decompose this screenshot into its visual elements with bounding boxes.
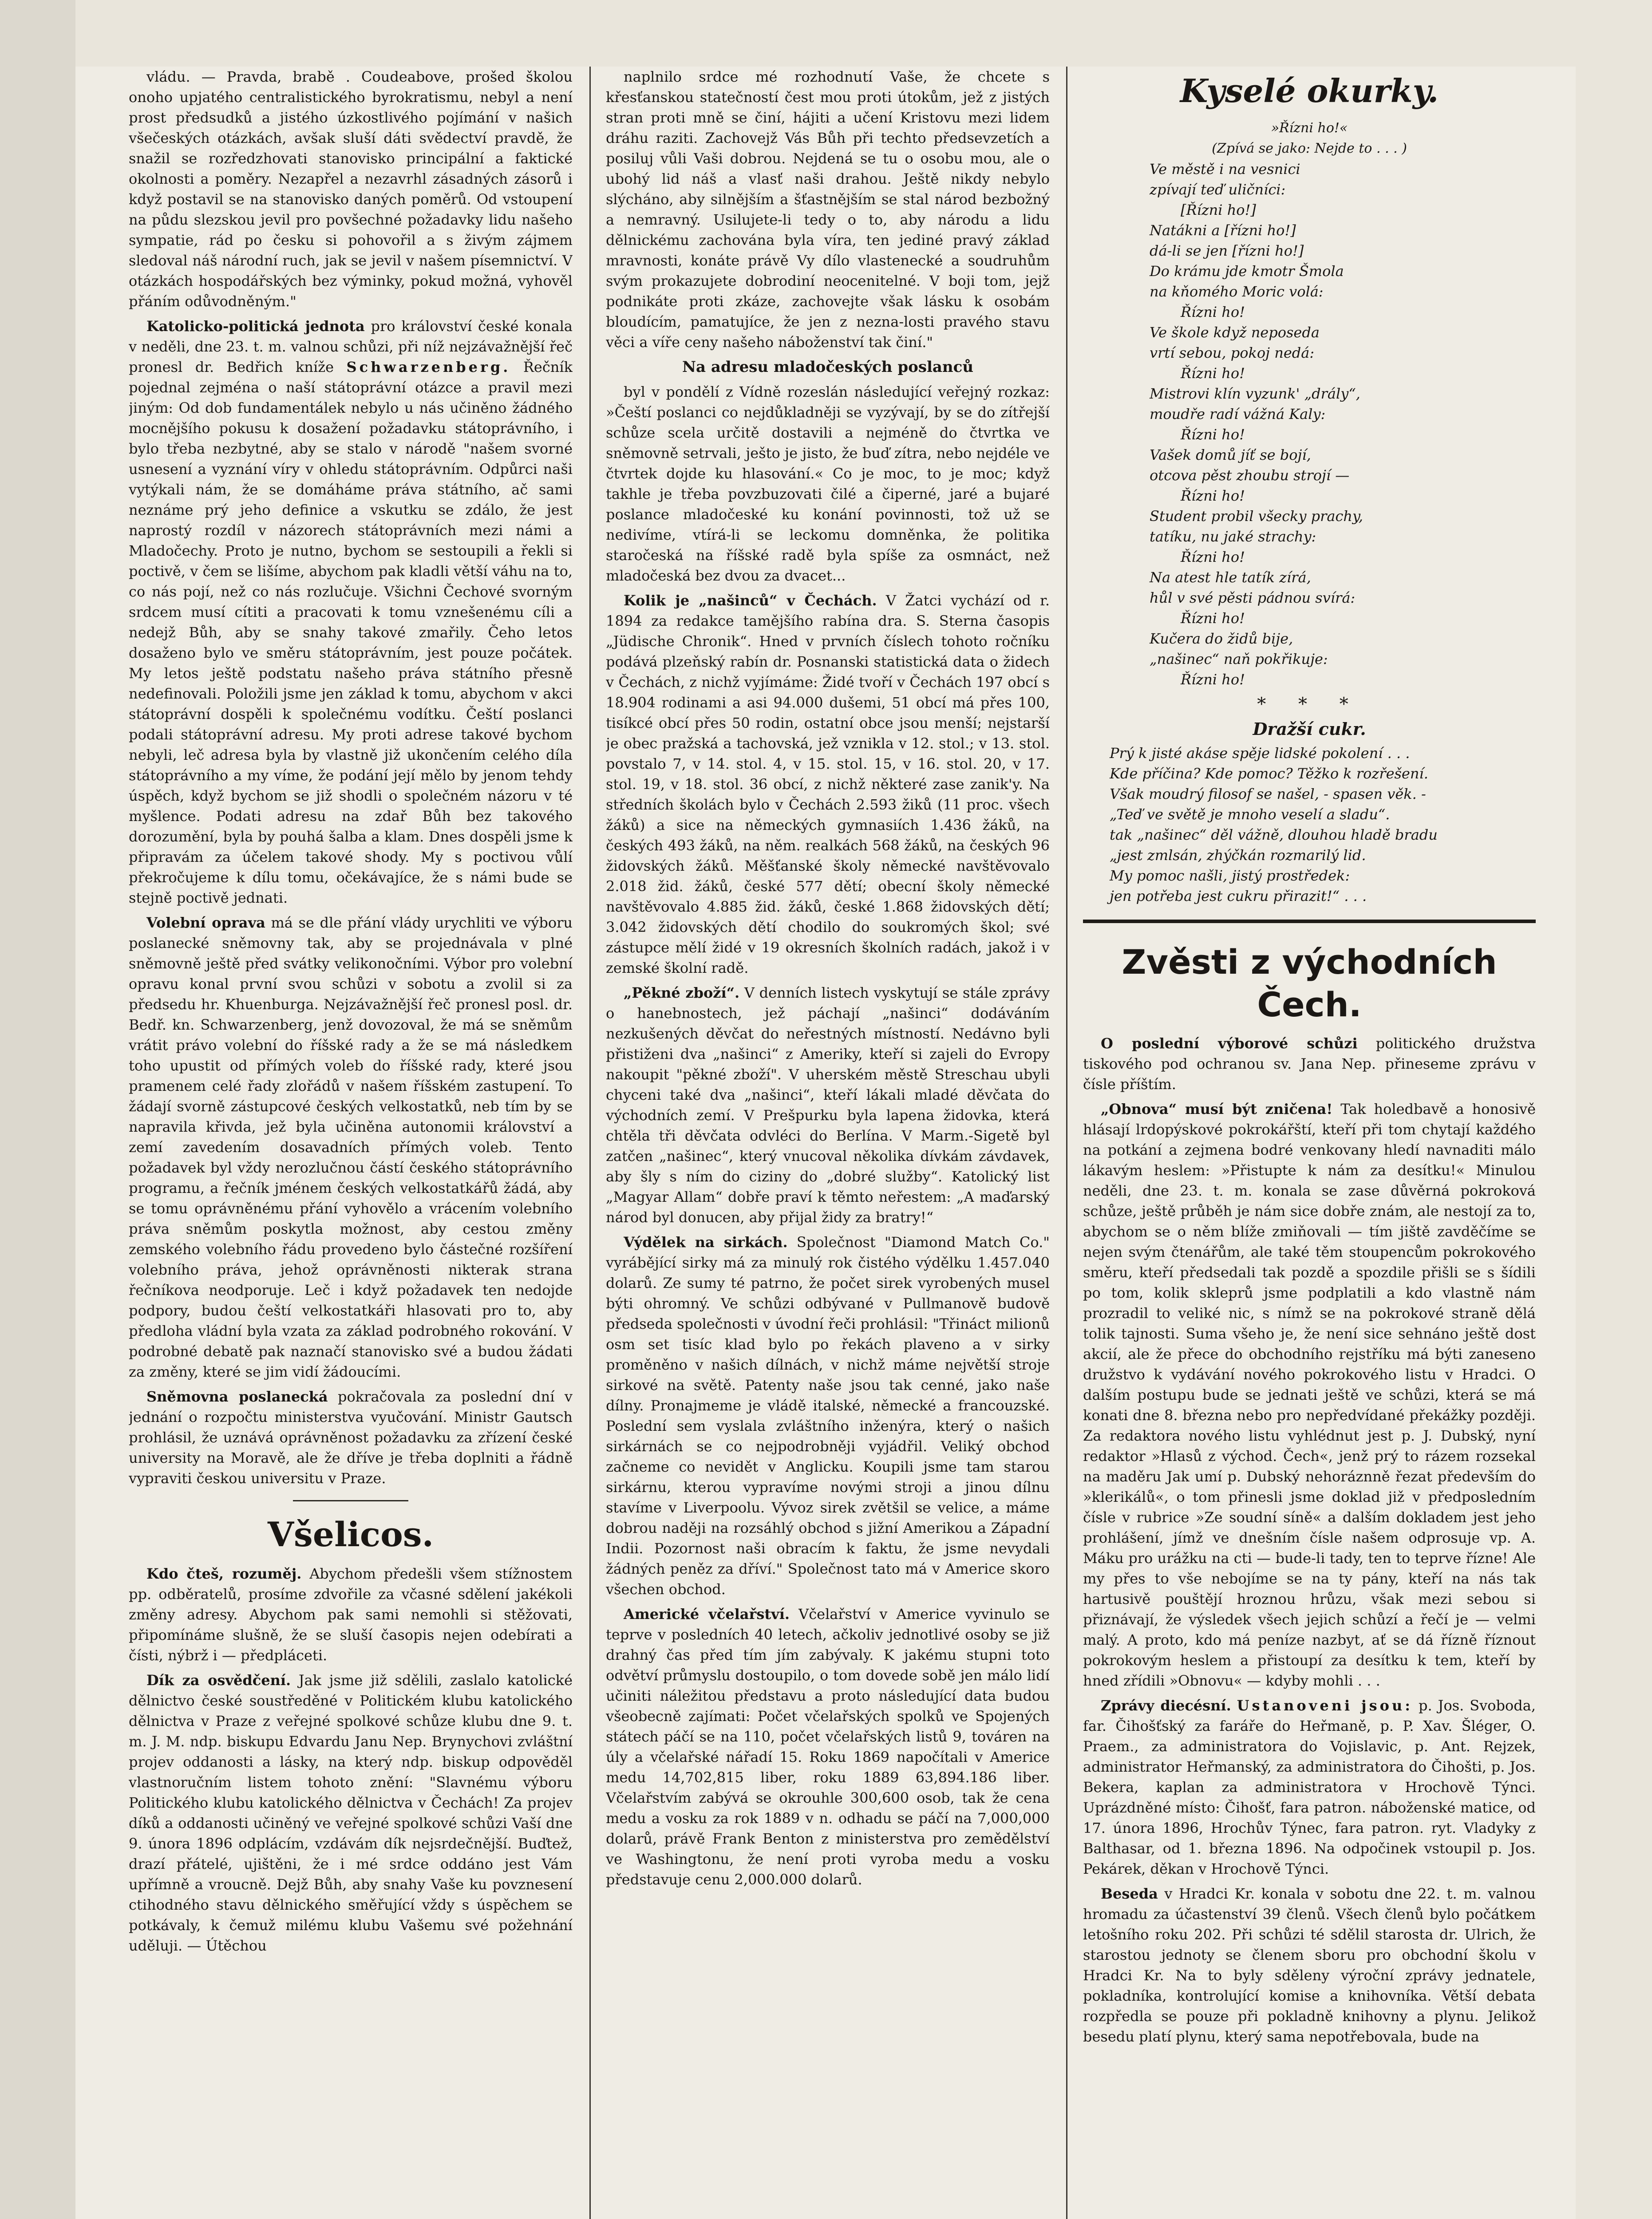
article-kolik-nasincu — [606, 590, 1050, 978]
poem-line: Natákni a [řízni ho!] — [1150, 222, 1296, 239]
column-middle — [606, 67, 1050, 2219]
article-zpravy-diecesni — [1083, 1695, 1536, 1879]
poem-line: zpívají teď uličníci: — [1150, 181, 1286, 198]
article-text: v Hradci Kr. konala v sobotu dne 22. t. m. valnou hromadu za účastenství 39 členů. Všech členů bylo počátkem letošního roku 202. Při schůzi té sdělil starosta dr. Ulrich, že starostou jednoty se členem sboru pro obchodní školu v Hradci Kr. Na to byly sděleny výroční zprávy jednatele, pokladníka, kontrolující komise a knihovníka. Větší debata rozpředla se pouze při pokladně knihovny a plynu. Jelikož besedu platí plynu, který sama nepotřebovala, bude na — [1083, 1885, 1536, 2045]
poem-drazsi-cukr — [1110, 743, 1536, 906]
poem-line: Ve městě i na vesnici — [1150, 161, 1300, 178]
article-lead: „Pěkné zboží“. — [624, 984, 740, 1001]
section-heading-vselicos: Všelicos. — [267, 1515, 434, 1554]
article-americke-vcelarstvi — [606, 1604, 1050, 1890]
article-pekne-zbozi — [606, 983, 1050, 1228]
poem-line: otcova pěst zhoubu strojí — — [1150, 467, 1350, 484]
article-vyborova-schuze — [1083, 1033, 1536, 1094]
poem-line: Mistrovi klín vyzunk' „drály“, — [1150, 385, 1360, 402]
section-rule — [1083, 920, 1536, 923]
poem-line: „našinec“ naň pokřikuje: — [1150, 651, 1328, 667]
poem-line: tatíku, nu jaké strachy: — [1150, 528, 1316, 545]
article-lead: Kdo čteš, rozuměj. — [146, 1565, 302, 1582]
poem-line: »Řízni ho!« — [1271, 120, 1348, 136]
poem-line: Student probil všecky prachy, — [1150, 508, 1363, 525]
poem-line: Prý k jisté akáse spěje lidské pokolení . . . — [1110, 745, 1410, 762]
poem-rizni-ho — [1150, 118, 1536, 690]
article-text: pro království české konala v neděli, dne 23. t. m. valnou schůzi, při níž nejzávažnější řeč pronesl dr. Bedřich kníže — [129, 318, 573, 375]
poem-line: Kučera do židů bije, — [1150, 630, 1293, 647]
article-lead: Dík za osvědčení. — [146, 1672, 291, 1689]
poem-line: Však moudrý filosof se našel, - spasen věk. - — [1110, 786, 1426, 802]
article-lead: Katolicko-politická jednota — [146, 318, 365, 335]
poem-line: Řízni ho! — [1181, 304, 1245, 320]
poem-line: Řízni ho! — [1181, 487, 1245, 504]
article-text: politického družstva tiskového pod ochranou sv. Jana Nep. přineseme zprávu v čísle příštím. — [1083, 1035, 1536, 1093]
article-text: má se dle přání vlády urychliti ve výboru poslanecké sněmovny tak, aby se projednávala v plné sněmovně ještě před svátky velikonočními. Výbor pro volební opravu konal první svou schůzi v sobotu a zvolil si za předsedu hr. Khuenburga. Nejzávažnější řeč pronesl posl. dr. Bedř. kn. Schwarzenberg, jenž dovozoval, že má se sněmům vrátit právo volební do říšské rady a že se má následkem toho upustit od přímých voleb do říšské rady, které jsou pramenem celé řady zlořádů v našem říšském zastupení. To žádají svorně zástupcové českých velkostatků, neb tím by se napravila křivda, jež byla učiněna autonomii království a zemí zavedením dosavadních přímých voleb. Tento požadavek byl vždy nerozlučnou částí českého státoprávního programu, a řečník jménem českých velkostatkářů žádá, aby se tomu oprávněnému přání vyhovělo a vrácením volebního práva sněmům poskytla možnost, aby cestou změny zemského volebního řádu provedeno bylo částečné rozšíření volebního práva, jehož oprávněnosti nikterak strana řečníkova neodporuje. Leč i když požadavek ten nedojde podpory, budou čeští velkostatkáři hlasovati pro to, aby předloha vládní byla vzata za základ podrobného rokování. V podrobné debatě pak naznačí stanovisko své a budou žádati za změny, které se jim vidí žádoucími. — [129, 914, 573, 1380]
article-lead: O poslední výborové schůzi — [1101, 1035, 1358, 1052]
poem-line: vrtí sebou, pokoj nedá: — [1150, 344, 1315, 361]
article-lead: „Obnova“ musí být zničena! — [1101, 1101, 1333, 1117]
article-obnova — [1083, 1099, 1536, 1691]
article-subhead: Ustanoveni jsou: — [1237, 1697, 1413, 1714]
poem-line: [Řízni ho!] — [1181, 201, 1256, 218]
speaker-name: Schwarzenberg. — [346, 359, 511, 375]
poem-line: Na atest hle tatík zírá, — [1150, 569, 1311, 586]
poem-line: Vašek domů jíť se bojí, — [1150, 446, 1311, 463]
poem-line: na kňomého Moric volá: — [1150, 283, 1324, 300]
article-katolicko-politicka — [129, 316, 573, 908]
poem-line: Řízni ho! — [1181, 610, 1245, 627]
ornament-stars: * * * — [1257, 694, 1362, 715]
article-lead: Výdělek na sirkách. — [624, 1234, 788, 1251]
article-beseda — [1083, 1883, 1536, 2047]
poem-line: Do krámu jde kmotr Šmola — [1150, 263, 1344, 280]
poem-line: „Teď ve světě je mnoho veselí a sladu“. — [1110, 806, 1390, 823]
column-left — [129, 67, 573, 2219]
article-text: V Žatci vychází od r. 1894 za redakce tamějšího rabína dra. S. Sterna časopis „Jüdische Chronik“. Hned v prvních číslech tohoto ročníku podává plzeňský rabín dr. Posnanski statistická data o židech v Čechách, z nichž vyjímáme: Židé tvoří v Čechách 197 obcí s 18.904 rodinami a asi 94.000 dušemi, 51 obcí má přes 100, tisíkcé obcí přes 50 rodin, ostatní obce jsou menší; nejstarší je obec pražská a tachovská, jež vznikla v 12. stol.; v 13. stol. povstalo 7, v 14. stol. 4, v 15. stol. 15, v 16. stol. 20, v 17. stol. 19, v 18. stol. 36 obcí, z nichž některé zase zanik'y. Na středních školách bylo v Čechách 2.593 žiků (11 proc. všech žáků) a sice na německých gymnasiích 1.436 žáků, na českých 493 žáků, na něm. realkách 568 žáků, na českých 96 židovských žáků. Měšťanské školy německé navštěvovalo 2.018 žid. žáků, české 577 dětí; obecní školy německé navštěvovalo 4.885 žid. žáků, české 1.868 židovských dětí; 3.042 židovských dětí chodilo do soukromých škol; své zástupce mělí židé v 19 okresních školních radách, jakož i v zemské školní radě. — [606, 592, 1050, 976]
poem-line: Řízni ho! — [1181, 671, 1245, 688]
article-lead: Zprávy diecésní. — [1101, 1697, 1231, 1714]
poem-line: Řízni ho! — [1181, 365, 1245, 382]
article-text: Abychom předešli všem stížnostem pp. odběratelů, prosíme zdvořile za včasné sdělení jakékoli změny adresy. Abychom pak sami nemohli si stěžovati, připomínáme slušně, že se sluší časopis nejen odebírati a čísti, nýbrž i — předpláceti. — [129, 1565, 573, 1664]
column-rule-left — [589, 67, 591, 2219]
article-lead: Beseda — [1101, 1885, 1158, 1902]
article-text: p. Jos. Svoboda, far. Čihošťský za faráře do Heřmaně, p. P. Xav. Šléger, O. Praem., za administratora do Vojislavic, p. Ant. Rejzek, administrator Heřmanský, za administratora do Čihošti, p. Jos. Bekera, kaplan za administratora v Hrochově Týnci. Uprázdněné místo: Čihošť, fara patron. náboženské matice, od 17. února 1896, Hrochův Týnec, fara patron. ryt. Vladyky z Balthasar, od 1. března 1896. Na odpočinek vstoupil p. Jos. Pekárek, děkan v Hrochově Týnci. — [1083, 1697, 1536, 1877]
article-schwarzenberg-intro: vládu. — Pravda, brabě . Coudeabove, prošed školou onoho upjatého centralistického byrokratismu, nebyl a není prost předsudků a jistého úzkostlivého pojímání v našich všečeských otázkách, avšak sluší dáti svědectví pravdě, že snažil se rozředzhovati stanovisko principální a faktické okolnosti a poměry. Nezapřel a nezavrhl zásadných zásorů i když postavil se na stanovisko daných poměrů. Od vstoupení na půdu slezskou jevil pro povšechné požadavky lidu našeho sympatie, rád po česku si pohovořil a s živým zájmem sledoval náš národní ruch, jak se jevil v našem písemnictví. V otázkách hospodářských bez výminky, pokud možná, vyhověl přáním odůvodněným." — [129, 68, 573, 310]
article-lead: Kolik je „našinců“ v Čechách. — [624, 592, 877, 609]
article-text: Včelařství v Americe vyvinulo se teprve v posledních 40 letech, ačkoliv jednotlivé osoby se již drahný čas před tím jím zabývaly. K jakému stupni toto odvětví průmyslu dostoupilo, o tom dovede sobě jen málo lidí učiniti náležitou představu a proto následující data budou všeobecně zajímati: Počet včelařských spolků ve Spojených státech páčí se na 110, počet včelařských listů 9, továren na úly a včelařské nářadí 15. Roku 1869 napočítali v Americe medu 14,702,815 liber, roku 1889 63,894.186 liber. Včelařstvím zabývá se okrouhle 300,600 osob, tak že cena medu a vosku za rok 1889 v n. odhadu se páčí na 7,000,000 dolarů, právě Frank Benton z ministerstva pro zemědělství ve Washingtonu, že není proti vyroba medu a vosku představuje cenu 2,000.000 dolarů. — [606, 1606, 1050, 1888]
page-edge-shadow — [0, 0, 75, 2219]
article-lead: Volební oprava — [146, 914, 265, 931]
article-vydelek-sirky — [606, 1232, 1050, 1599]
poem-line: Řízni ho! — [1181, 549, 1245, 565]
article-text: V denních listech vyskytují se stále zprávy o hanebnostech, jež páchají „našinci“ dodáváním nezkušených děvčat do neřestných místností. Nedávno byli přistiženi dva „našinci“ z Ameriky, kteří si zajeli do Evropy nakoupit "pěkné zboží". V uherském městě Streschau ubyli chyceni také dva „našinci“, kteří lákali mladé děvčata do východních zemí. V Prešpurku byla lapena židovka, která chtěla tři děvčata odvléci do Berlína. V Marm.-Sigetě byl zatčen „našinec“, který vnucoval několika dívkám závdavek, aby šly s ním do ciziny do „dobré služby“. Katolický list „Magyar Allam“ dobře praví k těmto neřestem: „A maďarský národ byl donucen, aby přijal židy za bratry!“ — [606, 984, 1050, 1226]
poem-line: „jest zmlsán, zhýčkán rozmarilý lid. — [1110, 847, 1366, 864]
poem-line: dá-li se jen [řízni ho!] — [1150, 242, 1304, 259]
article-mladocesi: byl v pondělí z Vídně rozeslán následující veřejný rozkaz: »Čeští poslanci co nejdůkladněji se vyzývají, by se do zítřejší schůze scela určitě dostavili a nejméně do čtvrtka ve sněmovně setrvali, ješto je jisto, že buď zítra, nebo nejdéle ve čtvrtek dojde ku hlasování.« Co je moc, to je moc; když takhle je třeba povzbuzovati čilé a čiperné, jaré a bujaré poslance mladočeské ku konání povinnosti, tož už se nedivíme, vtírá-li se leckomu domněnka, že politika staročeská na říšské radě byla spíše za osmnáct, než mladočeská bez dvou za dvacet... — [606, 383, 1050, 584]
section-heading-zvesti: Zvěsti z východních Čech. — [1122, 942, 1497, 1024]
article-snemovna — [129, 1386, 573, 1489]
article-letter-continued: naplnilo srdce mé rozhodnutí Vaše, že chcete s křesťanskou statečností čest mou proti útokům, jež z jistých stran proti mně se činí, hájiti a učení Kristovu mezi lidem dráhu raziti. Zachovejž Vás Bůh při techto předsevzetích a posiluj vůli Vaši dobrou. Nejdená se tu o osobu mou, ale o ubohý lid náš a vlasť naši drahou. Ještě nikdy nebylo slýcháno, aby silnějším a šťastnějším se stal národ bezbožný a nemravný. Usilujete-li tedy o to, aby národu a lidu dělnickému zachována byla víra, ten jediné pravý základ mravnosti, konáte právě Vy dílo vlastenecké a soudruhům svým prokazujete dobrodiní neocenitelné. V boji tom, jejž podnikáte proti zkáze, zachovejte však lásku k osobám bloudícím, pamatujíce, že jen z nezna-losti pravého stavu věci a víře ceny našeho náboženství tak činí." — [606, 68, 1050, 351]
article-kdo-ctes — [129, 1564, 573, 1666]
article-lead: Americké včelařství. — [624, 1606, 790, 1623]
article-dik-za-osvedceni — [129, 1670, 573, 1956]
poem-line: moudře radí vážná Kaly: — [1150, 406, 1326, 422]
poem-line: (Zpívá se jako: Nejde to . . . ) — [1212, 141, 1407, 156]
poem-line: jen potřeba jest cukru přirazit!“ . . . — [1110, 888, 1367, 904]
column-right — [1083, 67, 1536, 2219]
article-text: Jak jsme již sdělili, zaslalo katolické dělnictvo české soustředěné v Politickém klubu katolického dělnictva v Praze z veřejné spolkové schůze klubu dne 9. t. m. J. M. ndp. biskupu Edvardu Janu Nep. Brynychovi zvláštní projev oddanosti a lásky, na který ndp. biskup odpověděl vlastnoručním listem tohoto znění: "Slavnému výboru Politického klubu katolického dělnictva v Čechách! Za projev díků a oddanosti učiněný ve veřejné spolkové schůzi Vaší dne 9. února 1896 odplácím, vzdávám dík nejsrdečnější. Buďtež, drazí přátelé, ujištěni, že i mé srdce oddáno jest Vám upřímně a vroucně. Dejž Bůh, aby snahy Vaše ku povznesení ctihodného stavu dělnického směřující vždy s úspěchem se potkávaly, k čemuž milému klubu Vašemu své požehnání uděluji. — Útěchou — [129, 1672, 573, 1954]
article-text: pokračovala za poslední dní v jednání o rozpočtu ministerstva vyučování. Ministr Gautsch prohlásil, že uznává oprávněnost požadavku za zřízení české university na Moravě, ale že dříve je třeba doplniti a řádně vypraviti českou universitu v Praze. — [129, 1388, 573, 1487]
feuilleton-title: Kyselé okurky. — [1180, 72, 1439, 110]
poem-line: My pomoc našli, jistý prostředek: — [1110, 867, 1350, 884]
poem-line: Kde příčina? Kde pomoc? Těžko k rozřešení. — [1110, 765, 1428, 782]
poem-line: tak „našinec“ děl vážně, dlouhou hladě bradu — [1110, 826, 1438, 843]
article-lead: Sněmovna poslanecká — [146, 1388, 328, 1405]
column-rule-right — [1066, 67, 1067, 2219]
poem-title-drazsi-cukr: Dražší cukr. — [1253, 719, 1366, 739]
section-separator — [293, 1500, 408, 1501]
article-volebni-oprava — [129, 912, 573, 1382]
poem-line: Ve škole když neposeda — [1150, 324, 1320, 341]
article-text: Tak holedbavě a honosivě hlásají lrdopýskové pokrokářští, kteří při tom chytají každého na potkání a zejmena bodré venkovany hledí navnaditi málo lákavým heslem: »Přistupte k nám za desítku!« Minulou neděli, dne 23. t. m. konala se zase důvěrná pokroková schůze, ještě průběh je nám sice dobře znám, ale nestojí za to, abychom se o něm blíže zmiňovali — tím jiště zavděčíme se nejen svým čtenářům, ale také těm stoupencům pokrokového směru, kteří předsedali tak pozdě a spozdile přišli se s šídili po tom, kolik skleprů jsme podplatili a kdo vlastně nám prozradil to veliké nic, s nímž se na pokrokové straně dělá tolik tajnosti. Suma všeho je, že není sice sehnáno ještě dost akcií, ale že přece do obchodního rejstříku má býti zaneseno družstvo k vydávání nového pokrokového listu v Hradci. O dalším postupu bude se jednati ještě ve schůzi, která se má konati dne 8. března nebo pro nepředvídané překážky později. Za redaktora nového listu vyhlédnut jest p. J. Dubský, nyní redaktor »Hlasů z východ. Čech«, jenž prý to rázem rozsekal na maděru Jak umí p. Dubský nehoráznně řezat především do »klerikálů«, o tom přinesli jsme doklad již v předposledním čísle v rubrice »Ze soudní síně« a dalším dokladem jest jeho prohlášení, jímž ve dnešním čísle našem odprosuje vp. A. Máku pro urážku na cti — bude-li tady, ten to teprve řízne! Ale my přes to vše nebojíme se na ty pány, kteří na nás tak hartusivě pouštějí hroznou hrůzu, však mezi sebou si přiznávají, že výsledek všech jejich schůzí a řečí je — velmi malý. A proto, kdo má peníze nazbyt, ať se dá řízně říznout pokrokovým heslem a přistoupí za desítku k tem, kteří by hned zřídili »Obnovu« — kdyby mohli . . . — [1083, 1101, 1536, 1689]
article-text-rest: Řečník pojednal zejména o naší státoprávní otázce a pravil mezi jiným: Od dob fundamentálek nebylo u nás učiněno žádného mocnějšího pokusu k dosažení požadavku státoprávního, i bylo třeba nezbytné, aby se stalo v národě "našem svorné usnesení a vyznání víry v ohledu státoprávním. Odpůrci naši vytýkali nám, že se domáháme práva státního, ač sami neznáme prý jeho definice a vskutku se zdálo, že jest naprostý rozdíl v názorech státoprávních mezi námi a Mladočechy. Proto je nutno, bychom se sestoupili a řekli si poctivě, v čem se lišíme, abychom pak kladli větší váhu na to, co nás pojí, než co nás rozlučuje. Všichni Čechové svorným srdcem musí cítiti a pracovati k tomu vznešenému cíli a nedejž Bůh, aby se snahy takové zmařily. Čeho letos dosaženo bylo ve směru státoprávním, jest pouze počátek. My letos ještě podstatu našeho práva státního přesně nedefinovali. Položili jsme jen základ k tomu, abychom v akci státoprávní dospěli k společnému vodítku. Čeští poslanci podali státoprávní adresu. My proti adrese takové bychom nebyli, leč adresa byla by vlastně již ukončením celého díla státoprávního a my víme, že podání její mělo by jenom tehdy úspěch, když bychom se již shodli o společném názoru v té myšlence. Podati adresu na zdař Bůh bez takového dorozumění, byla by pouhá šalba a klam. Dnes dospěli jsme k připravám za účelem takové shody. My s poctivou vůlí překročujeme k dílu tomu, očekávajíce, že s námi bude se stejně poctivě jednati. — [129, 359, 573, 906]
article-text: Společnost "Diamond Match Co." vyrábějící sirky má za minulý rok čistého výdělku 1.457.040 dolarů. Ze sumy té patrno, že počet sirek vyrobených musel býti ohromný. Ve schůzi odbývané v Pullmanově budově předseda společnosti v úvodní řeči prohlásil: "Třináct milionů osm set tisíc klad bylo po řekách plaveno a v sirky proměněno v našich dílnách, v nichž máme největší stroje sirkové na světě. Patenty naše jsou tak cenné, jako naše dílny. Pronajmeme je vládě italské, německé a francouzské. Poslední sem vyslala zvláštního inženýra, který o našich sirkárnách se co nejpodrobněji vyjádřil. Veliký obchod začneme co nevidět v Anglicku. Koupili jsme tam starou sirkárnu, kterou vypravíme novými stroji a jinou dílnu stavíme v Liverpoolu. Vývoz sirek zvětšil se velice, a máme dobrou naději na rozsáhlý obchod s jižní Amerikou a Západní Indii. Pozornost naši obracím k faktu, že jsme nevydali žádných peněz za dříví." Společnost tato má v Americe skoro všechen obchod. — [606, 1234, 1050, 1598]
article-heading-mladocesi: Na adresu mladočeských poslanců — [682, 358, 974, 376]
poem-line: hůl v své pěsti pádnou svírá: — [1150, 589, 1356, 606]
poem-line: Řízni ho! — [1181, 426, 1245, 443]
